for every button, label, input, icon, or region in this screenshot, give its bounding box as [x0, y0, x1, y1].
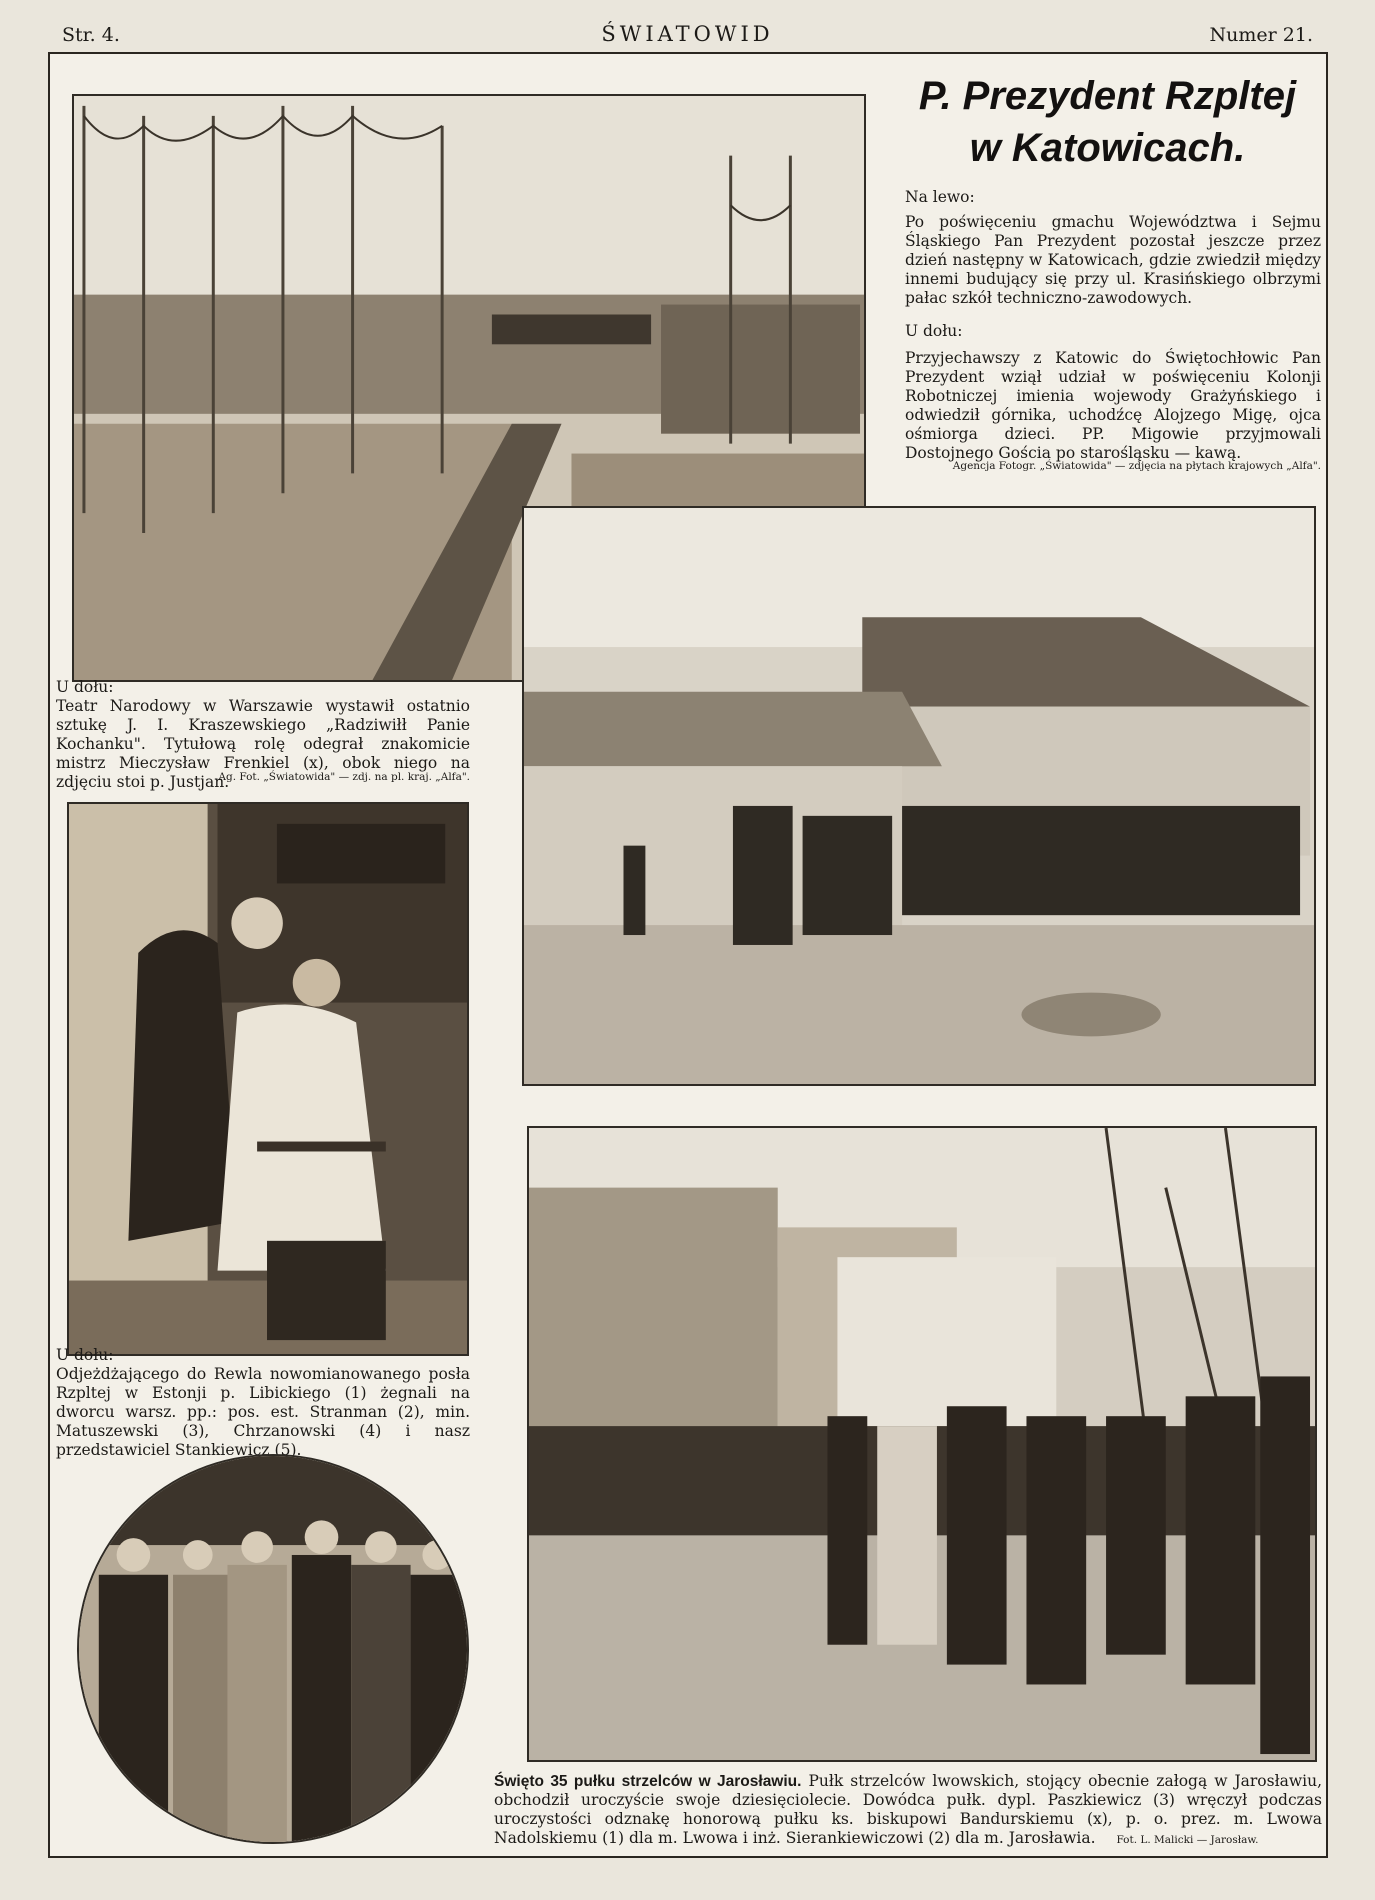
- caption-regiment-block: [494, 1772, 1322, 1850]
- article-title: [880, 70, 1335, 174]
- caption-regiment-heading: Święto 35 pułku strzelców w Jarosławiu.: [494, 1773, 802, 1790]
- caption-left-label: Na lewo:: [905, 188, 975, 206]
- caption-theatre-label: U dołu:: [56, 678, 114, 696]
- photo-workers-colony: [522, 506, 1316, 1086]
- photo-railway-farewell: [77, 1454, 469, 1844]
- page-header: [0, 18, 1375, 52]
- caption-below-label: U dołu:: [905, 322, 963, 340]
- photo-theatre-scene: [67, 802, 469, 1356]
- caption-envoy-label: U dołu:: [56, 1346, 114, 1364]
- caption-envoy-text: Odjeżdżającego do Rewla nowomianowanego posła Rzpltej w Estonji p. Libickiego (1) żegnali na dworcu warsz. pp.: pos. est. Stranman (2), min. Matuszewski (3), Chrzanowski (4) i nasz przedstawiciel Stankiewicz (5).: [56, 1365, 470, 1459]
- caption-regiment-text: Pułk strzelców lwowskich, stojący obecnie załogą w Jarosławiu, obchodził uroczyście swoje dziesięciolecie. Dowódca pułk. dypl. Paszkiewicz (3) wręczył podczas uroczystości odznakę honorową pułku ks. biskupowi Bandurskiemu (x), p. o. prez. m. Lwowa Nadolskiemu (1) dla m. Lwowa i inż. Sierankiewiczowi (2) dla m. Jarosławia.: [494, 1772, 1322, 1847]
- photo-regiment-celebration: [527, 1126, 1317, 1762]
- caption-left-block: [905, 188, 1321, 308]
- article-credit: Agencja Fotogr. „Światowida" — zdjęcia na płytach krajowych „Alfa".: [952, 460, 1321, 472]
- issue-number: Numer 21.: [1209, 24, 1313, 46]
- caption-theatre-text: Teatr Narodowy w Warszawie wystawił ostatnio sztukę J. I. Kraszewskiego „Radziwiłł Panie Kochanku". Tytułową rolę odegrał znakomicie mistrz Mieczysław Frenkiel (x), obok niego na zdjęciu stoi p. Justjan.: [56, 697, 470, 791]
- theatre-credit: Ag. Fot. „Światowida" — zdj. na pl. kraj. „Alfa".: [218, 771, 470, 783]
- caption-below-block: [905, 322, 1321, 463]
- article-title-line1: P. Prezydent Rzpltej: [918, 74, 1297, 118]
- caption-envoy-block: [56, 1346, 470, 1460]
- magazine-title: ŚWIATOWID: [601, 22, 774, 46]
- regiment-credit: Fot. L. Malicki — Jarosław.: [1116, 1834, 1259, 1846]
- article-title-line2: w Katowicach.: [969, 126, 1246, 170]
- caption-left-text: Po poświęceniu gmachu Województwa i Sejmu Śląskiego Pan Prezydent pozostał jeszcze przez dzień następny w Katowicach, gdzie zwiedził między innemi budujący się przy ul. Krasińskiego olbrzymi pałac szkół techniczno-zawodowych.: [905, 213, 1321, 307]
- caption-below-text: Przyjechawszy z Katowic do Świętochłowic Pan Prezydent wziął udział w poświęceniu Kolonji Robotniczej imienia wojewody Grażyńskiego i odwiedził górnika, uchodźcę Alojzego Migę, ojca ośmiorga dzieci. PP. Migowie przyjmowali Dostojnego Gościa po starośląsku — kawą.: [905, 349, 1321, 462]
- page-number: Str. 4.: [62, 24, 120, 46]
